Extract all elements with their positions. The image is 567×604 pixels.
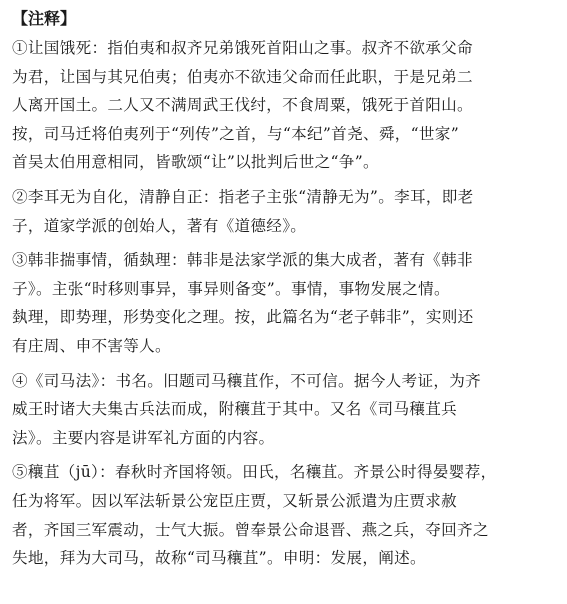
note-line: 人离开国土。二人又不满周武王伐纣，不食周粟，饿死于首阳山。 xyxy=(12,96,473,115)
note-line: 有庄周、申不害等人。 xyxy=(12,336,171,355)
note-4 xyxy=(12,367,560,453)
note-line: ③韩非揣事情，循埶理：韩非是法家学派的集大成者，著有《韩非 xyxy=(12,251,473,270)
section-heading: 【注释】 xyxy=(12,9,77,28)
note-line: ④《司马法》：书名。旧题司马穰苴作，不可信。据今人考证，为齐 xyxy=(12,371,482,390)
note-3 xyxy=(12,246,560,360)
note-line: 子，道家学派的创始人，著有《道德经》。 xyxy=(12,216,307,235)
note-line: 首吴太伯用意相同，皆歌颂“让”以批判后世之“争”。 xyxy=(12,153,379,172)
note-line: 失地，拜为大司马，故称“司马穰苴”。申明：发展，阐述。 xyxy=(12,549,426,568)
note-line: 子》。主张“时移则事异，事异则备变”。事情，事物发展之情。 xyxy=(12,279,450,298)
note-line: 者，齐国三军震动，士气大振。曾奉景公命退晋、燕之兵，夺回齐之 xyxy=(12,520,489,539)
note-line: 按，司马迁将伯夷列于“列传”之首，与“本纪”首尧、舜，“世家” xyxy=(12,124,459,143)
note-line: ①让国饿死：指伯夷和叔齐兄弟饿死首阳山之事。叔齐不欲承父命 xyxy=(12,39,473,57)
note-line: 威王时诸大夫集古兵法而成，附穰苴于其中。又名《司马穰苴兵 xyxy=(12,400,458,419)
note-5 xyxy=(12,458,560,572)
note-line: 埶理，即势理，形势变化之理。按，此篇名为“老子韩非”，实则还 xyxy=(12,308,474,327)
note-line: 任为将军。因以军法斩景公宠臣庄贾，又斩景公派遣为庄贾求赦 xyxy=(12,491,458,510)
note-2 xyxy=(12,183,560,240)
note-line: ②李耳无为自化，清静自正：指老子主张“清静无为”。李耳，即老 xyxy=(12,187,474,206)
note-line: ⑤穰苴（jū）：春秋时齐国将领。田氏，名穰苴。齐景公时得晏婴荐， xyxy=(12,463,497,482)
note-line: 为君，让国与其兄伯夷；伯夷亦不欲违父命而任此职，于是兄弟二 xyxy=(12,67,473,86)
annotation-page xyxy=(12,8,560,579)
note-line: 法》。主要内容是讲军礼方面的内容。 xyxy=(12,428,275,447)
note-1 xyxy=(12,34,560,177)
